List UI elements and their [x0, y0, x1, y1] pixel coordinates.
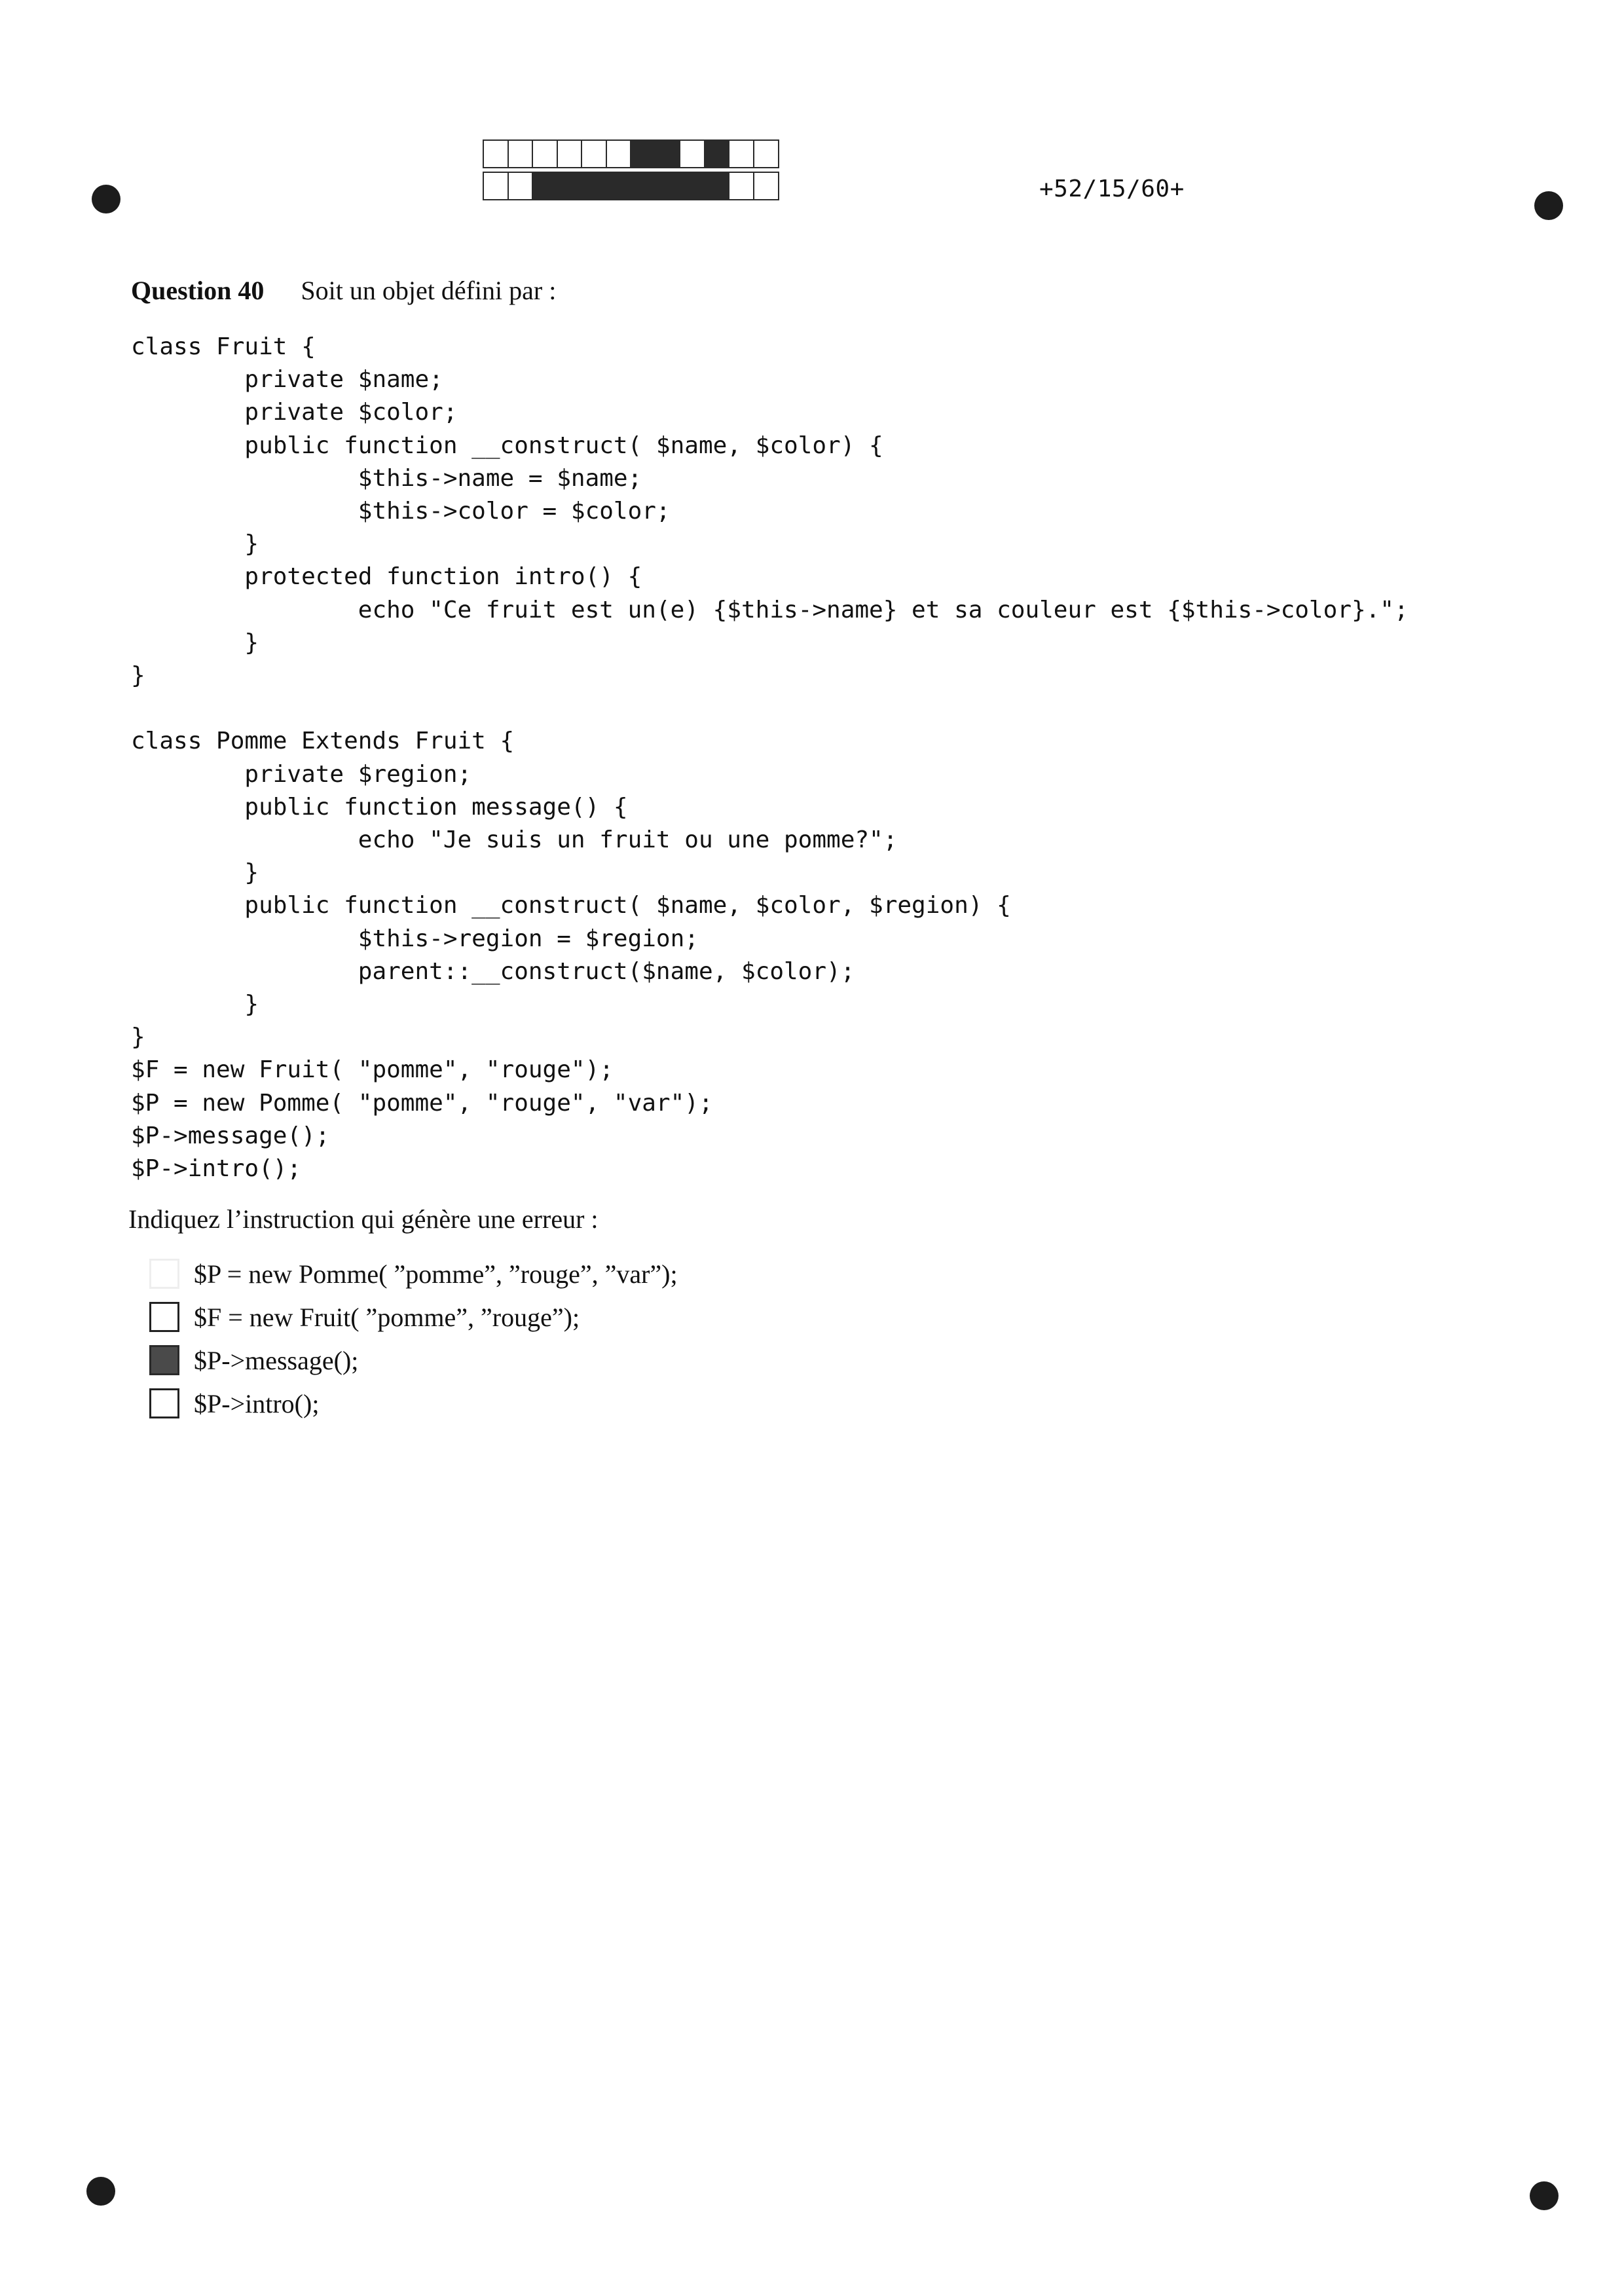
registration-mark-top-left	[92, 185, 120, 213]
question-label: Question 40	[131, 276, 265, 305]
barcode-cell	[507, 139, 534, 168]
question-instruction: Indiquez l’instruction qui génère une erreur :	[128, 1204, 599, 1234]
registration-mark-bottom-right	[1530, 2181, 1559, 2210]
question-header	[131, 275, 556, 306]
choice-checkbox[interactable]	[149, 1259, 179, 1289]
barcode-cell	[728, 139, 754, 168]
barcode-cell	[606, 172, 632, 200]
barcode-cell	[655, 139, 681, 168]
barcode-row-1	[483, 139, 797, 168]
barcode-cell	[655, 172, 681, 200]
barcode-cell	[704, 139, 730, 168]
barcode-cell	[679, 172, 705, 200]
barcode-cell	[483, 139, 509, 168]
barcode-cell	[704, 172, 730, 200]
question-text: Soit un objet défini par :	[301, 276, 557, 305]
choice-checkbox[interactable]	[149, 1388, 179, 1418]
barcode-cell	[507, 172, 534, 200]
registration-mark-bottom-left	[86, 2177, 115, 2206]
answer-choices	[149, 1252, 678, 1425]
barcode-cell	[606, 139, 632, 168]
barcode-cell	[679, 139, 705, 168]
barcode-cell	[557, 172, 583, 200]
barcode-cell	[557, 139, 583, 168]
barcode-cell	[532, 139, 558, 168]
code-block: class Fruit { private $name; private $color; public function __construct( $name, $color) { $this->name = $name; $this->color = $color; } protected function intro() { echo "Ce fruit est un(e) {$this->name} et sa couleur est {$this->color}."; } } class Pomme Extends Fruit { private $region; public function message() { echo "Je suis un fruit ou une pomme?"; } public function __construct( $name, $color, $region) { $this->region = $region; parent::__construct($name, $color); } } $F = new Fruit( "pomme", "rouge"); $P = new Pomme( "pomme", "rouge", "var"); $P->message(); $P->intro();	[131, 333, 1409, 1183]
choice-label: $P->message();	[194, 1345, 359, 1375]
barcode-cell	[753, 139, 779, 168]
barcode-cell	[532, 172, 558, 200]
barcode-cell	[483, 172, 509, 200]
barcode-row-2	[483, 172, 797, 200]
choice-item	[149, 1295, 678, 1339]
choice-item	[149, 1339, 678, 1382]
choice-label: $P->intro();	[194, 1388, 320, 1418]
barcode-cell	[581, 139, 607, 168]
page-id: +52/15/60+	[1039, 176, 1185, 202]
barcode-cell	[630, 139, 656, 168]
choice-checkbox[interactable]	[149, 1302, 179, 1332]
choice-label: $P = new Pomme( ”pomme”, ”rouge”, ”var”);	[194, 1259, 678, 1289]
choice-label: $F = new Fruit( ”pomme”, ”rouge”);	[194, 1302, 580, 1332]
barcode-cell	[630, 172, 656, 200]
barcode-cell	[728, 172, 754, 200]
choice-item	[149, 1252, 678, 1295]
registration-mark-top-right	[1534, 191, 1563, 220]
barcode-cell	[753, 172, 779, 200]
choice-checkbox[interactable]	[149, 1345, 179, 1375]
barcode-cell	[581, 172, 607, 200]
choice-item	[149, 1382, 678, 1425]
